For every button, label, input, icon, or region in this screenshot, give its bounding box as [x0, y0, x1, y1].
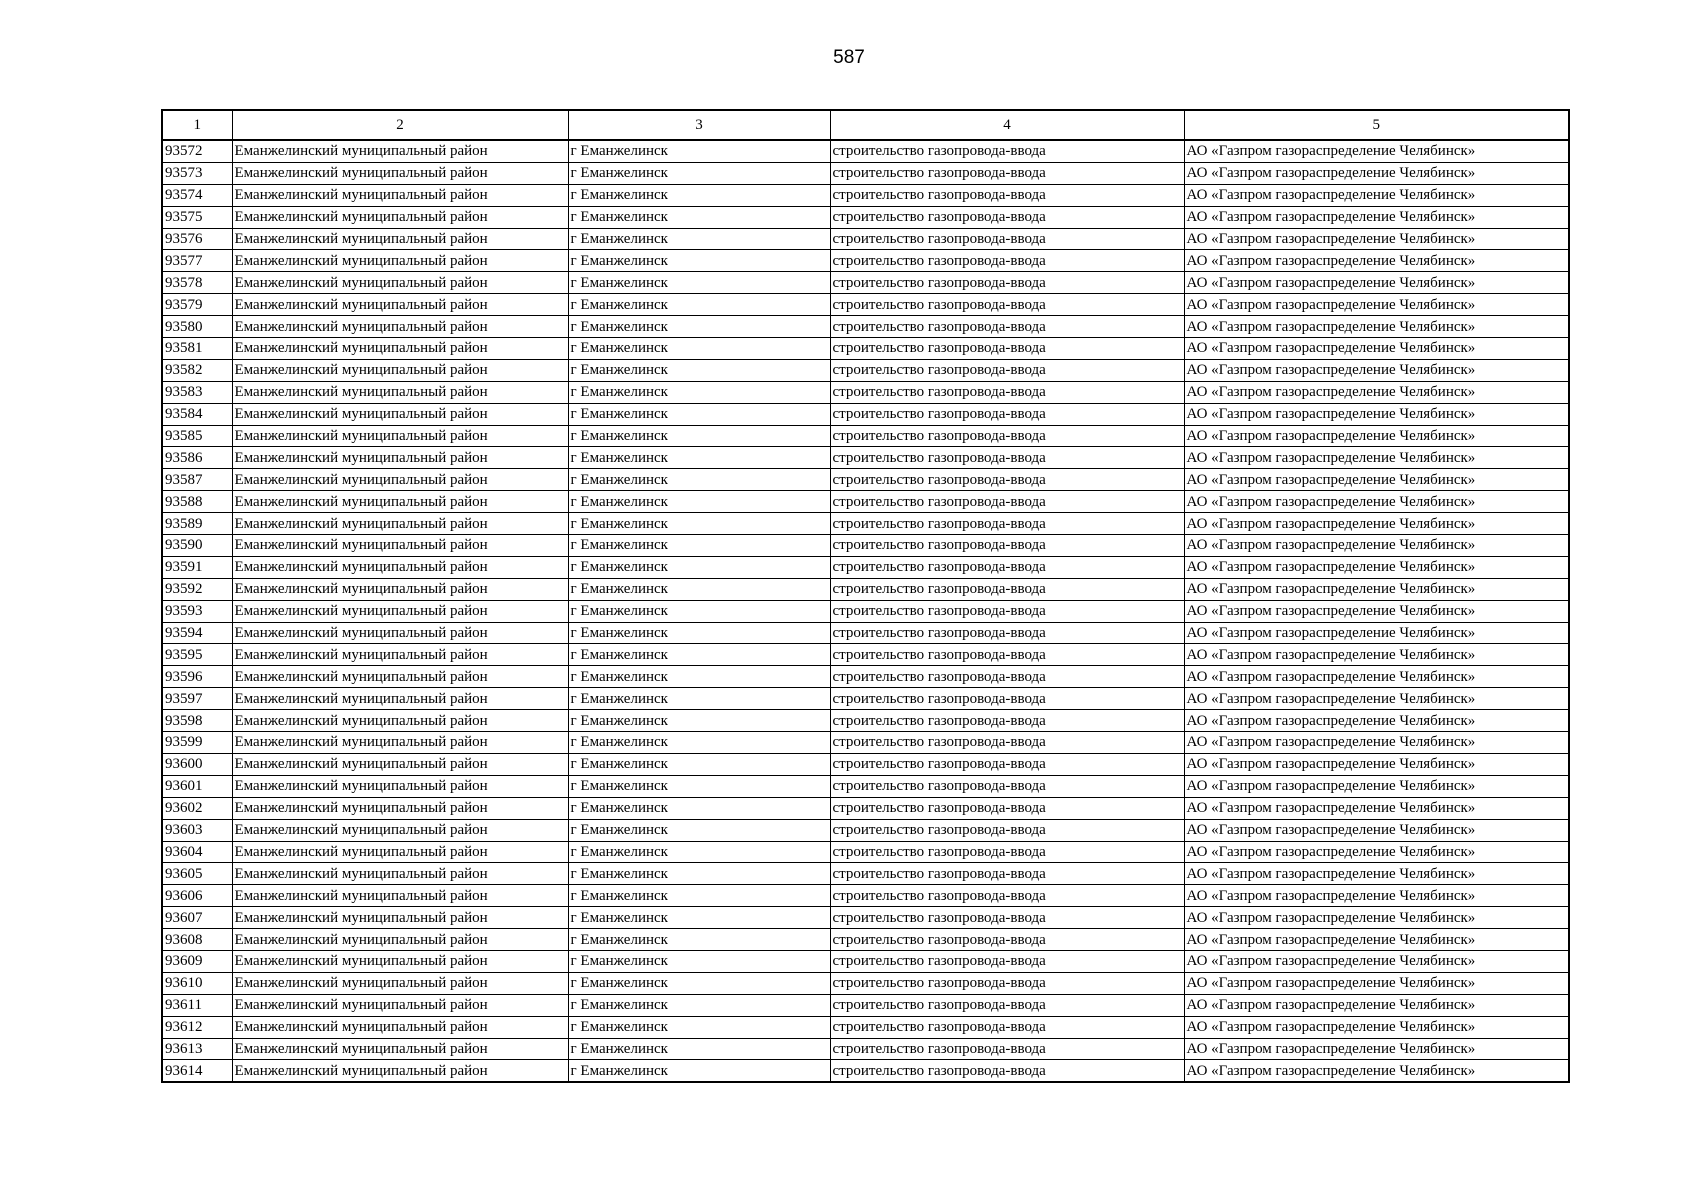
work-type-cell: строительство газопровода-ввода: [830, 469, 1184, 491]
organization-cell: АО «Газпром газораспределение Челябинск»: [1184, 1016, 1569, 1038]
district-cell: Еманжелинский муниципальный район: [232, 929, 568, 951]
work-type-cell: строительство газопровода-ввода: [830, 841, 1184, 863]
district-cell: Еманжелинский муниципальный район: [232, 1060, 568, 1082]
table-row: [162, 644, 1569, 666]
settlement-cell: г Еманжелинск: [568, 403, 830, 425]
settlement-cell: г Еманжелинск: [568, 600, 830, 622]
work-type-cell: строительство газопровода-ввода: [830, 819, 1184, 841]
organization-cell: АО «Газпром газораспределение Челябинск»: [1184, 972, 1569, 994]
organization-cell: АО «Газпром газораспределение Челябинск»: [1184, 644, 1569, 666]
table-row: [162, 491, 1569, 513]
work-type-cell: строительство газопровода-ввода: [830, 250, 1184, 272]
work-type-cell: строительство газопровода-ввода: [830, 688, 1184, 710]
district-cell: Еманжелинский муниципальный район: [232, 578, 568, 600]
row-number-cell: 93578: [162, 272, 232, 294]
settlement-cell: г Еманжелинск: [568, 929, 830, 951]
organization-cell: АО «Газпром газораспределение Челябинск»: [1184, 797, 1569, 819]
settlement-cell: г Еманжелинск: [568, 184, 830, 206]
work-type-cell: строительство газопровода-ввода: [830, 228, 1184, 250]
work-type-cell: строительство газопровода-ввода: [830, 162, 1184, 184]
work-type-cell: строительство газопровода-ввода: [830, 359, 1184, 381]
district-cell: Еманжелинский муниципальный район: [232, 272, 568, 294]
row-number-cell: 93599: [162, 732, 232, 754]
row-number-cell: 93609: [162, 950, 232, 972]
district-cell: Еманжелинский муниципальный район: [232, 206, 568, 228]
district-cell: Еманжелинский муниципальный район: [232, 644, 568, 666]
row-number-cell: 93587: [162, 469, 232, 491]
district-cell: Еманжелинский муниципальный район: [232, 469, 568, 491]
table-row: [162, 578, 1569, 600]
table-row: [162, 688, 1569, 710]
district-cell: Еманжелинский муниципальный район: [232, 950, 568, 972]
district-cell: Еманжелинский муниципальный район: [232, 885, 568, 907]
organization-cell: АО «Газпром газораспределение Челябинск»: [1184, 338, 1569, 360]
organization-cell: АО «Газпром газораспределение Челябинск»: [1184, 841, 1569, 863]
row-number-cell: 93608: [162, 929, 232, 951]
work-type-cell: строительство газопровода-ввода: [830, 929, 1184, 951]
organization-cell: АО «Газпром газораспределение Челябинск»: [1184, 250, 1569, 272]
settlement-cell: г Еманжелинск: [568, 381, 830, 403]
organization-cell: АО «Газпром газораспределение Челябинск»: [1184, 600, 1569, 622]
organization-cell: АО «Газпром газораспределение Челябинск»: [1184, 535, 1569, 557]
settlement-cell: г Еманжелинск: [568, 469, 830, 491]
district-cell: Еманжелинский муниципальный район: [232, 994, 568, 1016]
district-cell: Еманжелинский муниципальный район: [232, 1038, 568, 1060]
organization-cell: АО «Газпром газораспределение Челябинск»: [1184, 556, 1569, 578]
table-row: [162, 184, 1569, 206]
settlement-cell: г Еманжелинск: [568, 644, 830, 666]
district-cell: Еманжелинский муниципальный район: [232, 666, 568, 688]
work-type-cell: строительство газопровода-ввода: [830, 491, 1184, 513]
row-number-cell: 93604: [162, 841, 232, 863]
settlement-cell: г Еманжелинск: [568, 622, 830, 644]
settlement-cell: г Еманжелинск: [568, 140, 830, 162]
organization-cell: АО «Газпром газораспределение Челябинск»: [1184, 863, 1569, 885]
work-type-cell: строительство газопровода-ввода: [830, 556, 1184, 578]
settlement-cell: г Еманжелинск: [568, 775, 830, 797]
work-type-cell: строительство газопровода-ввода: [830, 775, 1184, 797]
district-cell: Еманжелинский муниципальный район: [232, 907, 568, 929]
settlement-cell: г Еманжелинск: [568, 206, 830, 228]
row-number-cell: 93581: [162, 338, 232, 360]
table-row: [162, 863, 1569, 885]
organization-cell: АО «Газпром газораспределение Челябинск»: [1184, 469, 1569, 491]
district-cell: Еманжелинский муниципальный район: [232, 316, 568, 338]
settlement-cell: г Еманжелинск: [568, 491, 830, 513]
district-cell: Еманжелинский муниципальный район: [232, 600, 568, 622]
settlement-cell: г Еманжелинск: [568, 972, 830, 994]
table-row: [162, 841, 1569, 863]
work-type-cell: строительство газопровода-ввода: [830, 710, 1184, 732]
table-row: [162, 272, 1569, 294]
settlement-cell: г Еманжелинск: [568, 228, 830, 250]
row-number-cell: 93614: [162, 1060, 232, 1082]
work-type-cell: строительство газопровода-ввода: [830, 600, 1184, 622]
table-row: [162, 797, 1569, 819]
table-body: [162, 140, 1569, 1082]
district-cell: Еманжелинский муниципальный район: [232, 797, 568, 819]
settlement-cell: г Еманжелинск: [568, 688, 830, 710]
row-number-cell: 93595: [162, 644, 232, 666]
settlement-cell: г Еманжелинск: [568, 753, 830, 775]
table-row: [162, 775, 1569, 797]
district-cell: Еманжелинский муниципальный район: [232, 403, 568, 425]
row-number-cell: 93610: [162, 972, 232, 994]
work-type-cell: строительство газопровода-ввода: [830, 972, 1184, 994]
settlement-cell: г Еманжелинск: [568, 1038, 830, 1060]
district-cell: Еманжелинский муниципальный район: [232, 1016, 568, 1038]
work-type-cell: строительство газопровода-ввода: [830, 447, 1184, 469]
row-number-cell: 93606: [162, 885, 232, 907]
district-cell: Еманжелинский муниципальный район: [232, 447, 568, 469]
table-row: [162, 381, 1569, 403]
organization-cell: АО «Газпром газораспределение Челябинск»: [1184, 403, 1569, 425]
table-row: [162, 600, 1569, 622]
page-number: 587: [833, 47, 865, 68]
organization-cell: АО «Газпром газораспределение Челябинск»: [1184, 775, 1569, 797]
district-cell: Еманжелинский муниципальный район: [232, 863, 568, 885]
district-cell: Еманжелинский муниципальный район: [232, 688, 568, 710]
row-number-cell: 93579: [162, 294, 232, 316]
row-number-cell: 93586: [162, 447, 232, 469]
row-number-cell: 93592: [162, 578, 232, 600]
settlement-cell: г Еманжелинск: [568, 819, 830, 841]
settlement-cell: г Еманжелинск: [568, 994, 830, 1016]
settlement-cell: г Еманжелинск: [568, 556, 830, 578]
table-row: [162, 162, 1569, 184]
district-cell: Еманжелинский муниципальный район: [232, 381, 568, 403]
work-type-cell: строительство газопровода-ввода: [830, 622, 1184, 644]
work-type-cell: строительство газопровода-ввода: [830, 907, 1184, 929]
work-type-cell: строительство газопровода-ввода: [830, 140, 1184, 162]
work-type-cell: строительство газопровода-ввода: [830, 513, 1184, 535]
settlement-cell: г Еманжелинск: [568, 513, 830, 535]
row-number-cell: 93573: [162, 162, 232, 184]
settlement-cell: г Еманжелинск: [568, 666, 830, 688]
district-cell: Еманжелинский муниципальный район: [232, 338, 568, 360]
settlement-cell: г Еманжелинск: [568, 863, 830, 885]
settlement-cell: г Еманжелинск: [568, 535, 830, 557]
organization-cell: АО «Газпром газораспределение Челябинск»: [1184, 491, 1569, 513]
settlement-cell: г Еманжелинск: [568, 447, 830, 469]
table-row: [162, 732, 1569, 754]
row-number-cell: 93576: [162, 228, 232, 250]
work-type-cell: строительство газопровода-ввода: [830, 338, 1184, 360]
row-number-cell: 93611: [162, 994, 232, 1016]
table-row: [162, 929, 1569, 951]
organization-cell: АО «Газпром газораспределение Челябинск»: [1184, 994, 1569, 1016]
table-row: [162, 1016, 1569, 1038]
organization-cell: АО «Газпром газораспределение Челябинск»: [1184, 228, 1569, 250]
organization-cell: АО «Газпром газораспределение Челябинск»: [1184, 447, 1569, 469]
settlement-cell: г Еманжелинск: [568, 1016, 830, 1038]
work-type-cell: строительство газопровода-ввода: [830, 863, 1184, 885]
district-cell: Еманжелинский муниципальный район: [232, 535, 568, 557]
district-cell: Еманжелинский муниципальный район: [232, 491, 568, 513]
table-row: [162, 1060, 1569, 1082]
table-row: [162, 885, 1569, 907]
district-cell: Еманжелинский муниципальный район: [232, 294, 568, 316]
organization-cell: АО «Газпром газораспределение Челябинск»: [1184, 140, 1569, 162]
district-cell: Еманжелинский муниципальный район: [232, 819, 568, 841]
settlement-cell: г Еманжелинск: [568, 732, 830, 754]
table-row: [162, 535, 1569, 557]
row-number-cell: 93597: [162, 688, 232, 710]
organization-cell: АО «Газпром газораспределение Челябинск»: [1184, 710, 1569, 732]
organization-cell: АО «Газпром газораспределение Челябинск»: [1184, 1060, 1569, 1082]
data-table: [161, 109, 1570, 1083]
organization-cell: АО «Газпром газораспределение Челябинск»: [1184, 294, 1569, 316]
district-cell: Еманжелинский муниципальный район: [232, 710, 568, 732]
settlement-cell: г Еманжелинск: [568, 162, 830, 184]
row-number-cell: 93596: [162, 666, 232, 688]
row-number-cell: 93572: [162, 140, 232, 162]
district-cell: Еманжелинский муниципальный район: [232, 622, 568, 644]
settlement-cell: г Еманжелинск: [568, 294, 830, 316]
work-type-cell: строительство газопровода-ввода: [830, 535, 1184, 557]
row-number-cell: 93590: [162, 535, 232, 557]
organization-cell: АО «Газпром газораспределение Челябинск»: [1184, 885, 1569, 907]
row-number-cell: 93594: [162, 622, 232, 644]
work-type-cell: строительство газопровода-ввода: [830, 381, 1184, 403]
table-row: [162, 819, 1569, 841]
row-number-cell: 93607: [162, 907, 232, 929]
row-number-cell: 93583: [162, 381, 232, 403]
table-row: [162, 403, 1569, 425]
organization-cell: АО «Газпром газораспределение Челябинск»: [1184, 425, 1569, 447]
district-cell: Еманжелинский муниципальный район: [232, 513, 568, 535]
organization-cell: АО «Газпром газораспределение Челябинск»: [1184, 272, 1569, 294]
row-number-cell: 93584: [162, 403, 232, 425]
table-row: [162, 972, 1569, 994]
table-row: [162, 447, 1569, 469]
district-cell: Еманжелинский муниципальный район: [232, 140, 568, 162]
district-cell: Еманжелинский муниципальный район: [232, 753, 568, 775]
district-cell: Еманжелинский муниципальный район: [232, 359, 568, 381]
row-number-cell: 93575: [162, 206, 232, 228]
organization-cell: АО «Газпром газораспределение Челябинск»: [1184, 578, 1569, 600]
table-row: [162, 622, 1569, 644]
work-type-cell: строительство газопровода-ввода: [830, 294, 1184, 316]
table-row: [162, 206, 1569, 228]
district-cell: Еманжелинский муниципальный район: [232, 184, 568, 206]
work-type-cell: строительство газопровода-ввода: [830, 316, 1184, 338]
district-cell: Еманжелинский муниципальный район: [232, 228, 568, 250]
work-type-cell: строительство газопровода-ввода: [830, 184, 1184, 206]
work-type-cell: строительство газопровода-ввода: [830, 797, 1184, 819]
organization-cell: АО «Газпром газораспределение Челябинск»: [1184, 184, 1569, 206]
table-row: [162, 950, 1569, 972]
table-row: [162, 710, 1569, 732]
row-number-cell: 93600: [162, 753, 232, 775]
table-row: [162, 316, 1569, 338]
table-row: [162, 907, 1569, 929]
organization-cell: АО «Газпром газораспределение Челябинск»: [1184, 1038, 1569, 1060]
row-number-cell: 93601: [162, 775, 232, 797]
settlement-cell: г Еманжелинск: [568, 907, 830, 929]
work-type-cell: строительство газопровода-ввода: [830, 272, 1184, 294]
district-cell: Еманжелинский муниципальный район: [232, 425, 568, 447]
district-cell: Еманжелинский муниципальный район: [232, 732, 568, 754]
row-number-cell: 93598: [162, 710, 232, 732]
settlement-cell: г Еманжелинск: [568, 250, 830, 272]
work-type-cell: строительство газопровода-ввода: [830, 206, 1184, 228]
row-number-cell: 93593: [162, 600, 232, 622]
table-row: [162, 994, 1569, 1016]
table-row: [162, 250, 1569, 272]
table-row: [162, 556, 1569, 578]
work-type-cell: строительство газопровода-ввода: [830, 753, 1184, 775]
header-cell-1: 1: [162, 110, 232, 140]
settlement-cell: г Еманжелинск: [568, 710, 830, 732]
row-number-cell: 93574: [162, 184, 232, 206]
table-row: [162, 753, 1569, 775]
settlement-cell: г Еманжелинск: [568, 272, 830, 294]
district-cell: Еманжелинский муниципальный район: [232, 972, 568, 994]
table-row: [162, 1038, 1569, 1060]
work-type-cell: строительство газопровода-ввода: [830, 666, 1184, 688]
settlement-cell: г Еманжелинск: [568, 797, 830, 819]
row-number-cell: 93605: [162, 863, 232, 885]
district-cell: Еманжелинский муниципальный район: [232, 250, 568, 272]
settlement-cell: г Еманжелинск: [568, 885, 830, 907]
organization-cell: АО «Газпром газораспределение Челябинск»: [1184, 732, 1569, 754]
header-cell-3: 3: [568, 110, 830, 140]
organization-cell: АО «Газпром газораспределение Челябинск»: [1184, 929, 1569, 951]
work-type-cell: строительство газопровода-ввода: [830, 578, 1184, 600]
work-type-cell: строительство газопровода-ввода: [830, 950, 1184, 972]
district-cell: Еманжелинский муниципальный район: [232, 162, 568, 184]
organization-cell: АО «Газпром газораспределение Челябинск»: [1184, 907, 1569, 929]
row-number-cell: 93582: [162, 359, 232, 381]
organization-cell: АО «Газпром газораспределение Челябинск»: [1184, 688, 1569, 710]
table-row: [162, 294, 1569, 316]
work-type-cell: строительство газопровода-ввода: [830, 1016, 1184, 1038]
organization-cell: АО «Газпром газораспределение Челябинск»: [1184, 162, 1569, 184]
row-number-cell: 93585: [162, 425, 232, 447]
organization-cell: АО «Газпром газораспределение Челябинск»: [1184, 206, 1569, 228]
work-type-cell: строительство газопровода-ввода: [830, 994, 1184, 1016]
work-type-cell: строительство газопровода-ввода: [830, 425, 1184, 447]
district-cell: Еманжелинский муниципальный район: [232, 556, 568, 578]
work-type-cell: строительство газопровода-ввода: [830, 403, 1184, 425]
row-number-cell: 93613: [162, 1038, 232, 1060]
table-row: [162, 469, 1569, 491]
organization-cell: АО «Газпром газораспределение Челябинск»: [1184, 666, 1569, 688]
organization-cell: АО «Газпром газораспределение Челябинск»: [1184, 753, 1569, 775]
work-type-cell: строительство газопровода-ввода: [830, 732, 1184, 754]
district-cell: Еманжелинский муниципальный район: [232, 841, 568, 863]
table-row: [162, 140, 1569, 162]
organization-cell: АО «Газпром газораспределение Челябинск»: [1184, 950, 1569, 972]
table-row: [162, 666, 1569, 688]
organization-cell: АО «Газпром газораспределение Челябинск»: [1184, 381, 1569, 403]
row-number-cell: 93612: [162, 1016, 232, 1038]
settlement-cell: г Еманжелинск: [568, 359, 830, 381]
row-number-cell: 93588: [162, 491, 232, 513]
row-number-cell: 93577: [162, 250, 232, 272]
organization-cell: АО «Газпром газораспределение Челябинск»: [1184, 513, 1569, 535]
table-row: [162, 228, 1569, 250]
settlement-cell: г Еманжелинск: [568, 1060, 830, 1082]
header-cell-2: 2: [232, 110, 568, 140]
organization-cell: АО «Газпром газораспределение Челябинск»: [1184, 819, 1569, 841]
header-row: [162, 110, 1569, 140]
settlement-cell: г Еманжелинск: [568, 950, 830, 972]
district-cell: Еманжелинский муниципальный район: [232, 775, 568, 797]
table-row: [162, 425, 1569, 447]
work-type-cell: строительство газопровода-ввода: [830, 885, 1184, 907]
row-number-cell: 93602: [162, 797, 232, 819]
header-cell-5: 5: [1184, 110, 1569, 140]
settlement-cell: г Еманжелинск: [568, 316, 830, 338]
organization-cell: АО «Газпром газораспределение Челябинск»: [1184, 622, 1569, 644]
settlement-cell: г Еманжелинск: [568, 338, 830, 360]
row-number-cell: 93603: [162, 819, 232, 841]
work-type-cell: строительство газопровода-ввода: [830, 1038, 1184, 1060]
organization-cell: АО «Газпром газораспределение Челябинск»: [1184, 316, 1569, 338]
header-cell-4: 4: [830, 110, 1184, 140]
organization-cell: АО «Газпром газораспределение Челябинск»: [1184, 359, 1569, 381]
row-number-cell: 93591: [162, 556, 232, 578]
work-type-cell: строительство газопровода-ввода: [830, 644, 1184, 666]
row-number-cell: 93589: [162, 513, 232, 535]
settlement-cell: г Еманжелинск: [568, 841, 830, 863]
work-type-cell: строительство газопровода-ввода: [830, 1060, 1184, 1082]
row-number-cell: 93580: [162, 316, 232, 338]
settlement-cell: г Еманжелинск: [568, 578, 830, 600]
table-header: [162, 110, 1569, 140]
table-row: [162, 359, 1569, 381]
table-row: [162, 338, 1569, 360]
settlement-cell: г Еманжелинск: [568, 425, 830, 447]
table-row: [162, 513, 1569, 535]
